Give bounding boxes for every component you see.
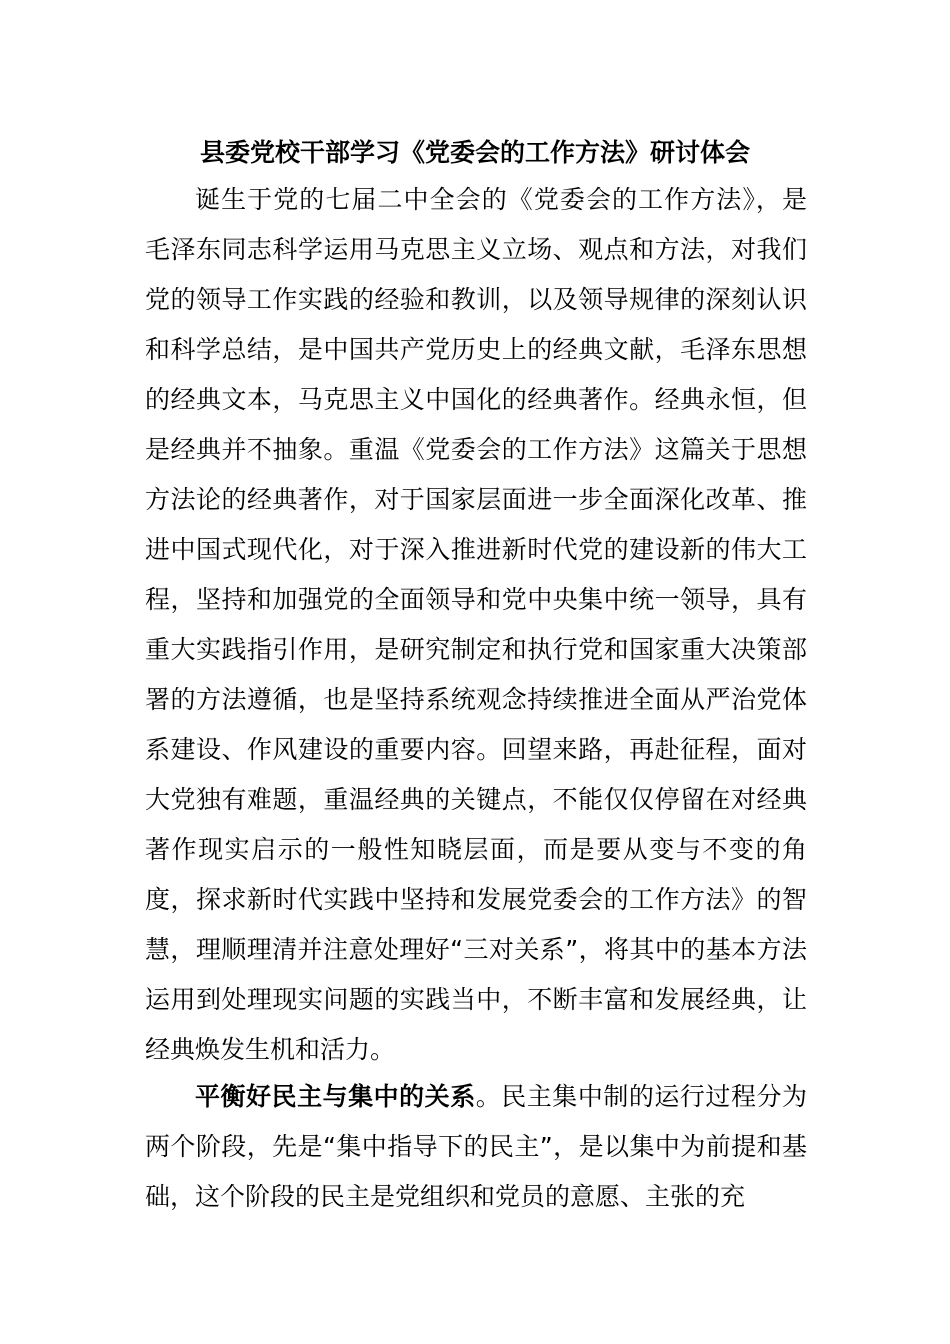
paragraph-lead-heading: 平衡好民主与集中的关系 bbox=[195, 1082, 476, 1111]
paragraph-intro bbox=[145, 175, 807, 1075]
paragraph-democracy-centralism bbox=[145, 1072, 807, 1222]
document-title: 县委党校干部学习《党委会的工作方法》研讨体会 bbox=[199, 138, 750, 167]
paragraph-democracy-centralism-text bbox=[145, 1072, 807, 1222]
paragraph-body: 。民主集中制的运行过程分为两个阶段，先是“集中指导下的民主”，是以集中为前提和基础，这个阶段的民主是党组织和党员的意愿、主张的充 bbox=[145, 1082, 807, 1211]
paragraph-intro-text: 诞生于党的七届二中全会的《党委会的工作方法》，是毛泽东同志科学运用马克思主义立场、观点和方法，对我们党的领导工作实践的经验和教训，以及领导规律的深刻认识和科学总结，是中国共产党历史上的经典文献，毛泽东思想的经典文本，马克思主义中国化的经典著作。经典永恒，但是经典并不抽象。重温《党委会的工作方法》这篇关于思想方法论的经典著作，对于国家层面进一步全面深化改革、推进中国式现代化，对于深入推进新时代党的建设新的伟大工程，坚持和加强党的全面领导和党中央集中统一领导，具有重大实践指引作用，是研究制定和执行党和国家重大决策部署的方法遵循，也是坚持系统观念持续推进全面从严治党体系建设、作风建设的重要内容。回望来路，再赴征程，面对大党独有难题，重温经典的关键点，不能仅仅停留在对经典著作现实启示的一般性知晓层面，而是要从变与不变的角度，探求新时代实践中坚持和发展党委会的工作方法》的智慧，理顺理清并注意处理好“三对关系”，将其中的基本方法运用到处理现实问题的实践当中，不断丰富和发展经典，让经典焕发生机和活力。 bbox=[145, 185, 807, 1064]
